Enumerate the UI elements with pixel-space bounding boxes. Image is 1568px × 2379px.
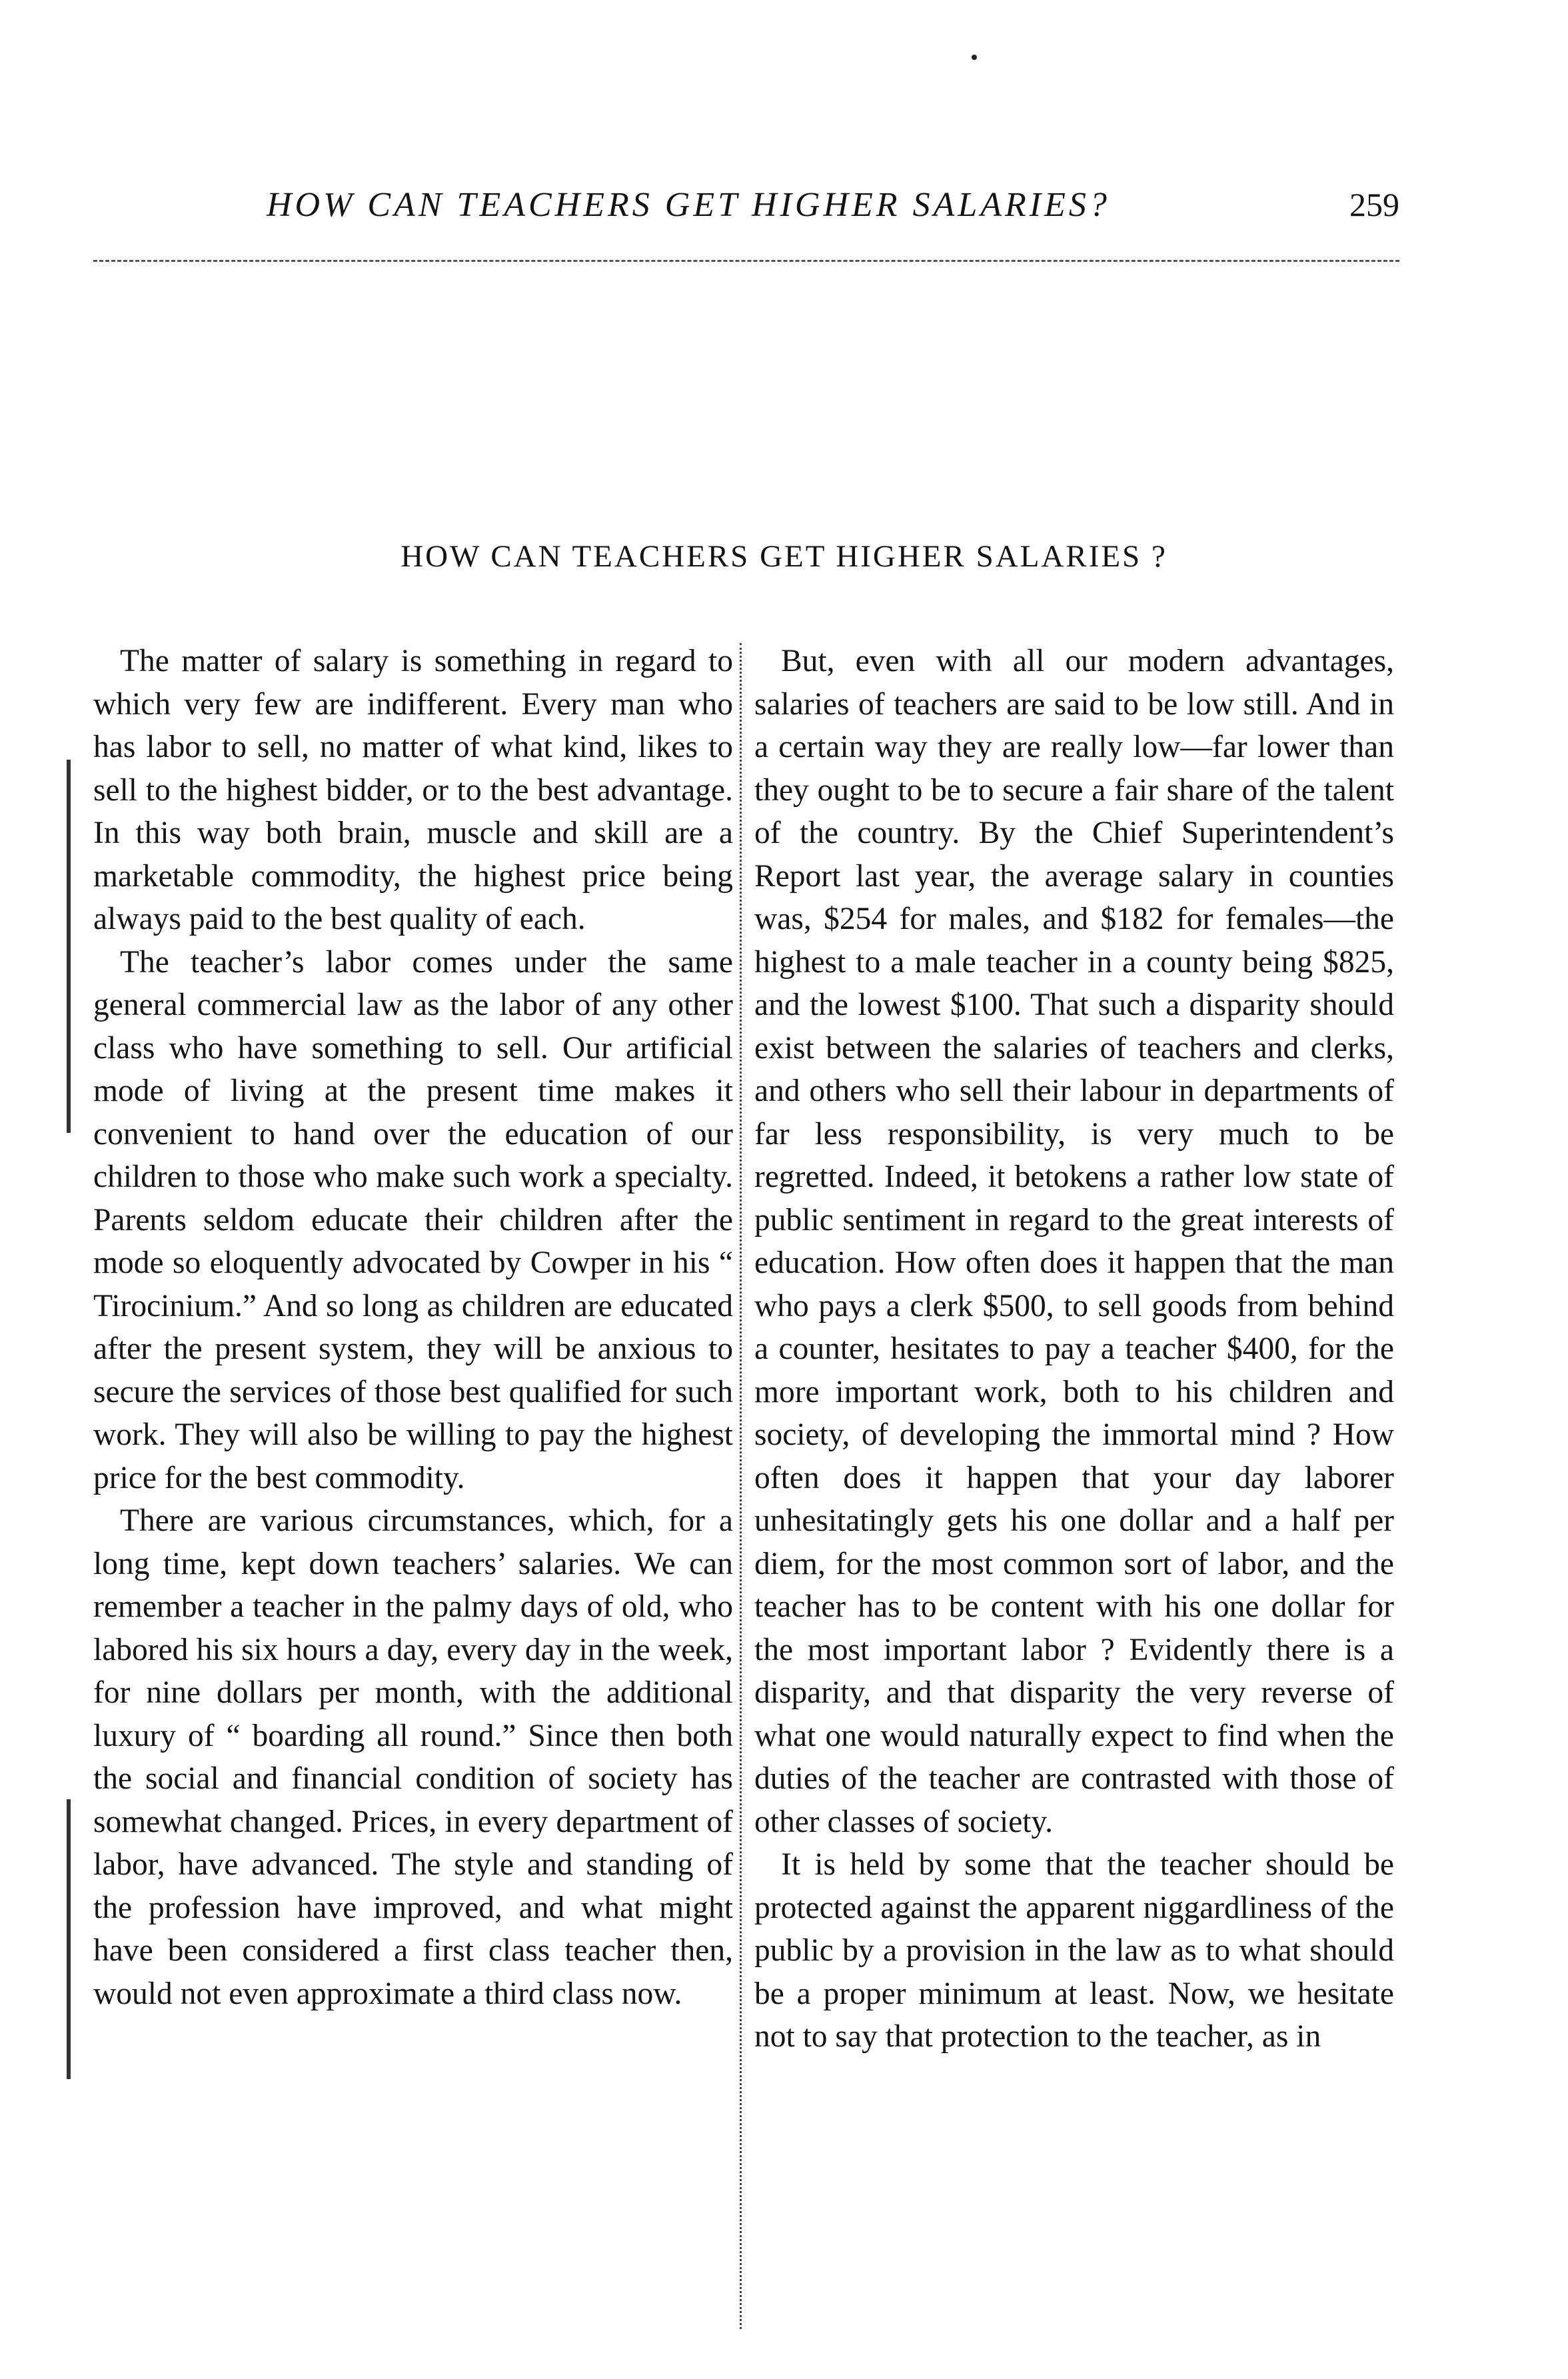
margin-mark [67, 760, 71, 1133]
paragraph: The teacher’s labor comes under the same general commercial law as the labor of any other class who have something to sell. Our artificial mode of living at the present time makes it convenient to hand over the education of our children to those who make such work a specialty. Parents seldom educate their children after the mode so eloquently advocated by Cowper in his “ Tirocinium.” And so long as children are educated after the present system, they will be anxious to secure the services of those best qualified for such work. They will also be willing to pay the highest price for the best commodity. [93, 944, 733, 1495]
column-divider [740, 643, 742, 2329]
margin-mark [67, 1799, 71, 2079]
paragraph: There are various circumstances, which, for a long time, kept down teachers’ salaries. We can remember a teacher in the palmy days of old, who labored his six hours a day, every day in the week, for nine dollars per month, with the additional luxury of “ boarding all round.” Since then both the social and financial condition of society has somewhat changed. Prices, in every department of labor, have advanced. The style and standing of the profession have improved, and what might have been considered a first class teacher then, would not even approximate a third class now. [93, 1503, 733, 2011]
page-number: 259 [1349, 186, 1399, 223]
running-title: HOW CAN TEACHERS GET HIGHER SALARIES? [267, 186, 1110, 224]
left-column [93, 640, 733, 2015]
right-column [754, 640, 1394, 2058]
paragraph: It is held by some that the teacher should be protected against the apparent niggardliness of the public by a provision in the law as to what should be a proper minimum at least. Now, we hesitate not to say that protection to the teacher, as in [754, 1847, 1394, 2054]
header-rule [93, 260, 1399, 262]
paragraph: The matter of salary is something in regard to which very few are indifferent. Every man who has labor to sell, no matter of what kind, likes to sell to the highest bidder, or to the best advantage. In this way both brain, muscle and skill are a marketable commodity, the highest price being always paid to the best quality of each. [93, 644, 733, 936]
paragraph: But, even with all our modern advantages, salaries of teachers are said to be low still. And in a certain way they are really low—far lower than they ought to be to secure a fair share of the talent of the country. By the Chief Superintendent’s Report last year, the average salary in counties was, $254 for males, and $182 for females—the highest to a male teacher in a county being $825, and the lowest $100. That such a disparity should exist between the salaries of teachers and clerks, and others who sell their labour in departments of far less responsibility, is very much to be regretted. Indeed, it betokens a rather low state of public sentiment in regard to the great interests of education. How often does it happen that the man who pays a clerk $500, to sell goods from behind a counter, hesitates to pay a teacher $400, for the more important work, both to his children and society, of developing the immortal mind ? How often does it happen that your day laborer unhesitatingly gets his one dollar and a half per diem, for the most common sort of labor, and the teacher has to be content with his one dollar for the most important labor ? Evidently there is a disparity, and that disparity the very reverse of what one would naturally expect to find when the duties of the teacher are contrasted with those of other classes of society. [754, 644, 1394, 1839]
running-header [267, 185, 1399, 239]
article-title: HOW CAN TEACHERS GET HIGHER SALARIES ? [400, 539, 1168, 574]
print-speck [972, 55, 977, 60]
